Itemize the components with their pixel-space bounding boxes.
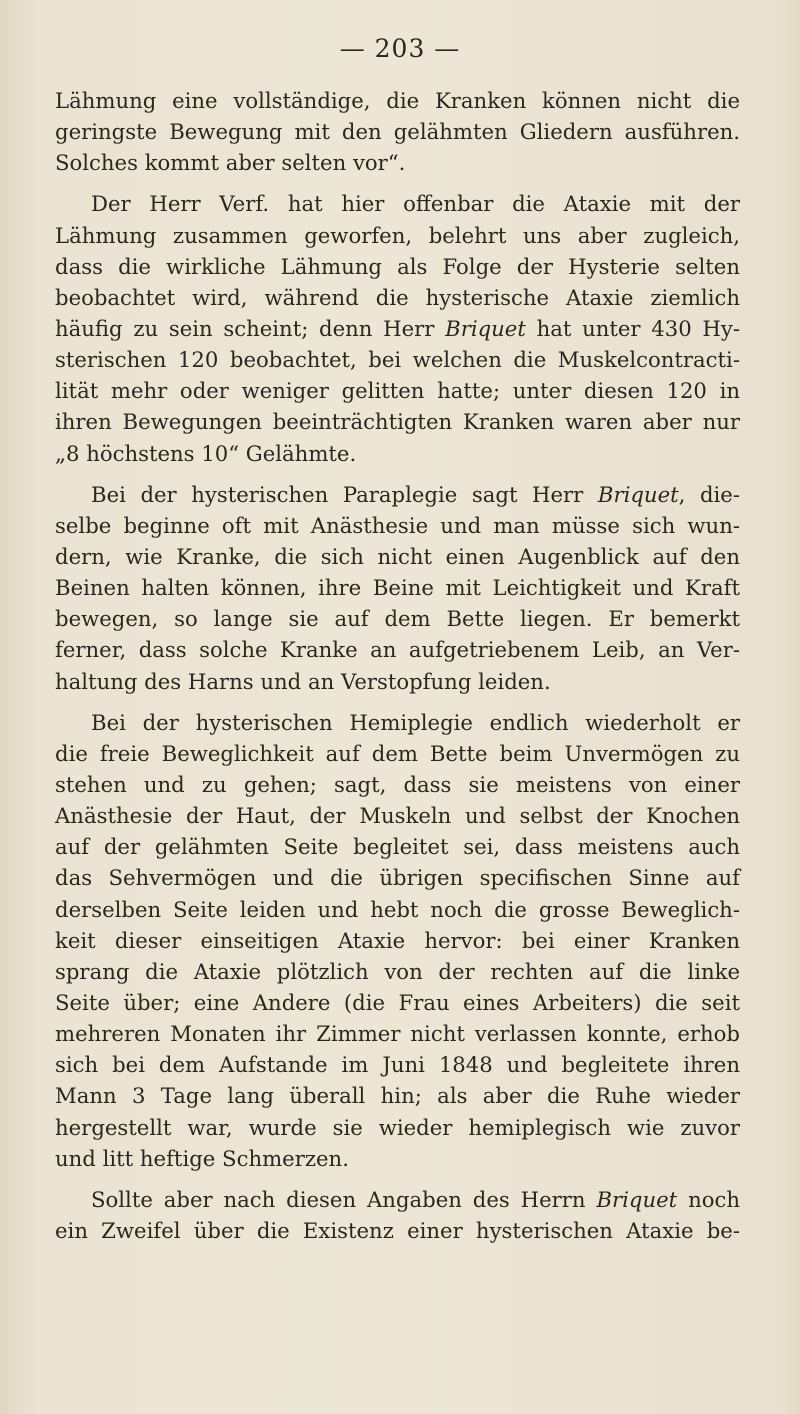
body-text xyxy=(55,85,740,1246)
text-line: Bei der hysterischen Paraplegie sagt Herr Briquet, die- xyxy=(91,481,740,507)
text-line: selbe beginne oft mit Anästhesie und man müsse sich wun- xyxy=(55,512,740,538)
text-line: geringste Bewegung mit den gelähmten Gliedern ausführen. xyxy=(55,119,740,145)
text-line: lität mehr oder weniger gelitten hatte; unter diesen 120 in xyxy=(55,378,740,404)
text-line: Seite über; eine Andere (die Frau eines Arbeiters) die seit xyxy=(55,989,740,1015)
text-line: Beinen halten können, ihre Beine mit Leichtigkeit und Kraft xyxy=(55,575,740,601)
paragraph xyxy=(55,479,740,697)
paragraph xyxy=(55,85,740,178)
text-line: Der Herr Verf. hat hier offenbar die Ataxie mit der xyxy=(91,191,740,217)
text-line: beobachtet wird, während die hysterische Ataxie ziemlich xyxy=(55,284,740,310)
text-line: sprang die Ataxie plötzlich von der rechten auf die linke xyxy=(55,958,740,984)
text-line: sich bei dem Aufstande im Juni 1848 und begleitete ihren xyxy=(55,1052,740,1078)
paragraph xyxy=(55,1184,740,1246)
text-line: bewegen, so lange sie auf dem Bette liegen. Er bemerkt xyxy=(55,606,740,632)
text-line: und litt heftige Schmerzen. xyxy=(55,1145,349,1171)
text-line: Anästhesie der Haut, der Muskeln und selbst der Knochen xyxy=(55,803,740,829)
text-line: sterischen 120 beobachtet, bei welchen die Muskelcontracti- xyxy=(55,347,740,373)
text-line: derselben Seite leiden und hebt noch die grosse Beweglich- xyxy=(55,896,740,922)
text-line: die freie Beweglichkeit auf dem Bette beim Unvermögen zu xyxy=(55,740,740,766)
text-line: dass die wirkliche Lähmung als Folge der Hysterie selten xyxy=(55,253,740,279)
text-line: stehen und zu gehen; sagt, dass sie meistens von einer xyxy=(55,771,740,797)
paragraph xyxy=(55,188,740,468)
text-line: Mann 3 Tage lang überall hin; als aber die Ruhe wieder xyxy=(55,1083,740,1109)
paragraph-gap xyxy=(55,697,740,707)
text-line: häufig zu sein scheint; denn Herr Briquet hat unter 430 Hy- xyxy=(55,315,740,341)
text-line: ihren Bewegungen beeinträchtigten Kranken waren aber nur xyxy=(55,409,740,435)
text-line: ein Zweifel über die Existenz einer hysterischen Ataxie be- xyxy=(55,1217,740,1243)
text-line: „8 höchstens 10“ Gelähmte. xyxy=(55,440,357,466)
text-line: haltung des Harns und an Verstopfung leiden. xyxy=(55,668,551,694)
page-number: — 203 — xyxy=(339,34,461,63)
text-line: mehreren Monaten ihr Zimmer nicht verlassen konnte, erhob xyxy=(55,1021,740,1047)
text-line: Lähmung eine vollständige, die Kranken können nicht die xyxy=(55,88,740,113)
text-line: Bei der hysterischen Hemiplegie endlich wiederholt er xyxy=(91,709,740,735)
text-line: Lähmung zusammen geworfen, belehrt uns aber zugleich, xyxy=(55,222,740,248)
text-line: Solches kommt aber selten vor“. xyxy=(55,150,406,176)
text-line: keit dieser einseitigen Ataxie hervor: bei einer Kranken xyxy=(55,927,740,953)
paragraph-gap xyxy=(55,469,740,479)
paragraph-gap xyxy=(55,178,740,188)
paragraph xyxy=(55,707,740,1174)
text-line: dern, wie Kranke, die sich nicht einen Augenblick auf den xyxy=(55,543,740,569)
text-line: Sollte aber nach diesen Angaben des Herrn Briquet noch xyxy=(91,1186,741,1212)
text-line: auf der gelähmten Seite begleitet sei, dass meistens auch xyxy=(55,834,740,860)
paragraph-gap xyxy=(55,1174,740,1184)
text-line: das Sehvermögen und die übrigen specifischen Sinne auf xyxy=(55,865,740,891)
text-line: ferner, dass solche Kranke an aufgetriebenem Leib, an Ver- xyxy=(55,637,740,663)
text-line: hergestellt war, wurde sie wieder hemiplegisch wie zuvor xyxy=(55,1114,740,1140)
